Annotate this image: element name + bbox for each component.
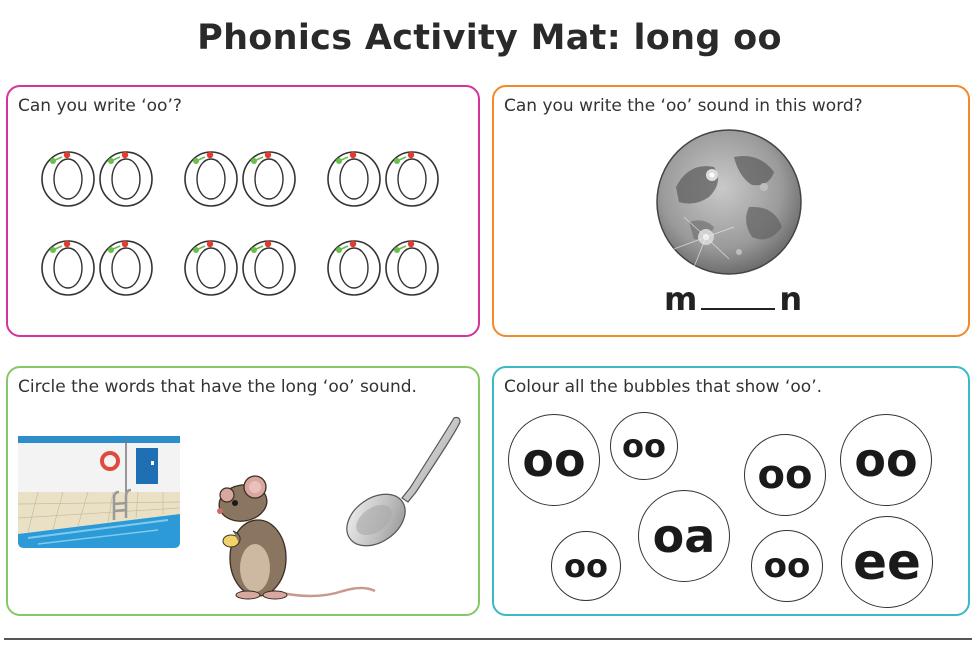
trace-pair-1[interactable] [42, 152, 152, 206]
bubble-6[interactable]: oo [551, 531, 621, 601]
circle-words-panel [6, 366, 480, 616]
bubbles-prompt: Colour all the bubbles that show ‘oo’. [504, 377, 823, 397]
bubble-5[interactable]: oa [638, 490, 730, 582]
bubble-3[interactable]: oo [744, 434, 826, 516]
trace-pair-3[interactable] [328, 152, 438, 206]
word-completion-prompt: Can you write the ‘oo’ sound in this word? [504, 96, 863, 116]
moon-word [664, 280, 802, 318]
bubble-2[interactable]: oo [610, 412, 678, 480]
bubbles-panel [492, 366, 970, 616]
bubble-4[interactable]: oo [840, 414, 932, 506]
trace-pair-5[interactable] [185, 241, 295, 295]
word-completion-panel [492, 85, 970, 337]
write-oo-panel [6, 85, 480, 337]
word-blank-line[interactable] [701, 286, 775, 310]
moon-image [654, 127, 804, 277]
letter-tracing-grid[interactable] [8, 87, 478, 334]
trace-pair-2[interactable] [185, 152, 295, 206]
trace-pair-4[interactable] [42, 241, 152, 295]
swimming-pool-image[interactable] [18, 434, 182, 550]
write-oo-prompt: Can you write ‘oo’? [18, 96, 182, 116]
word-end-letter: n [779, 280, 803, 318]
bubble-1[interactable]: oo [508, 414, 600, 506]
spoon-image[interactable] [336, 412, 466, 552]
bubble-7[interactable]: oo [751, 530, 823, 602]
footer-divider [4, 638, 972, 640]
page-title: Phonics Activity Mat: long oo [197, 18, 782, 58]
word-start-letter: m [664, 280, 698, 318]
circle-words-prompt: Circle the words that have the long ‘oo’ sound. [18, 377, 417, 397]
bubble-8[interactable]: ee [841, 516, 933, 608]
trace-pair-6[interactable] [328, 241, 438, 295]
